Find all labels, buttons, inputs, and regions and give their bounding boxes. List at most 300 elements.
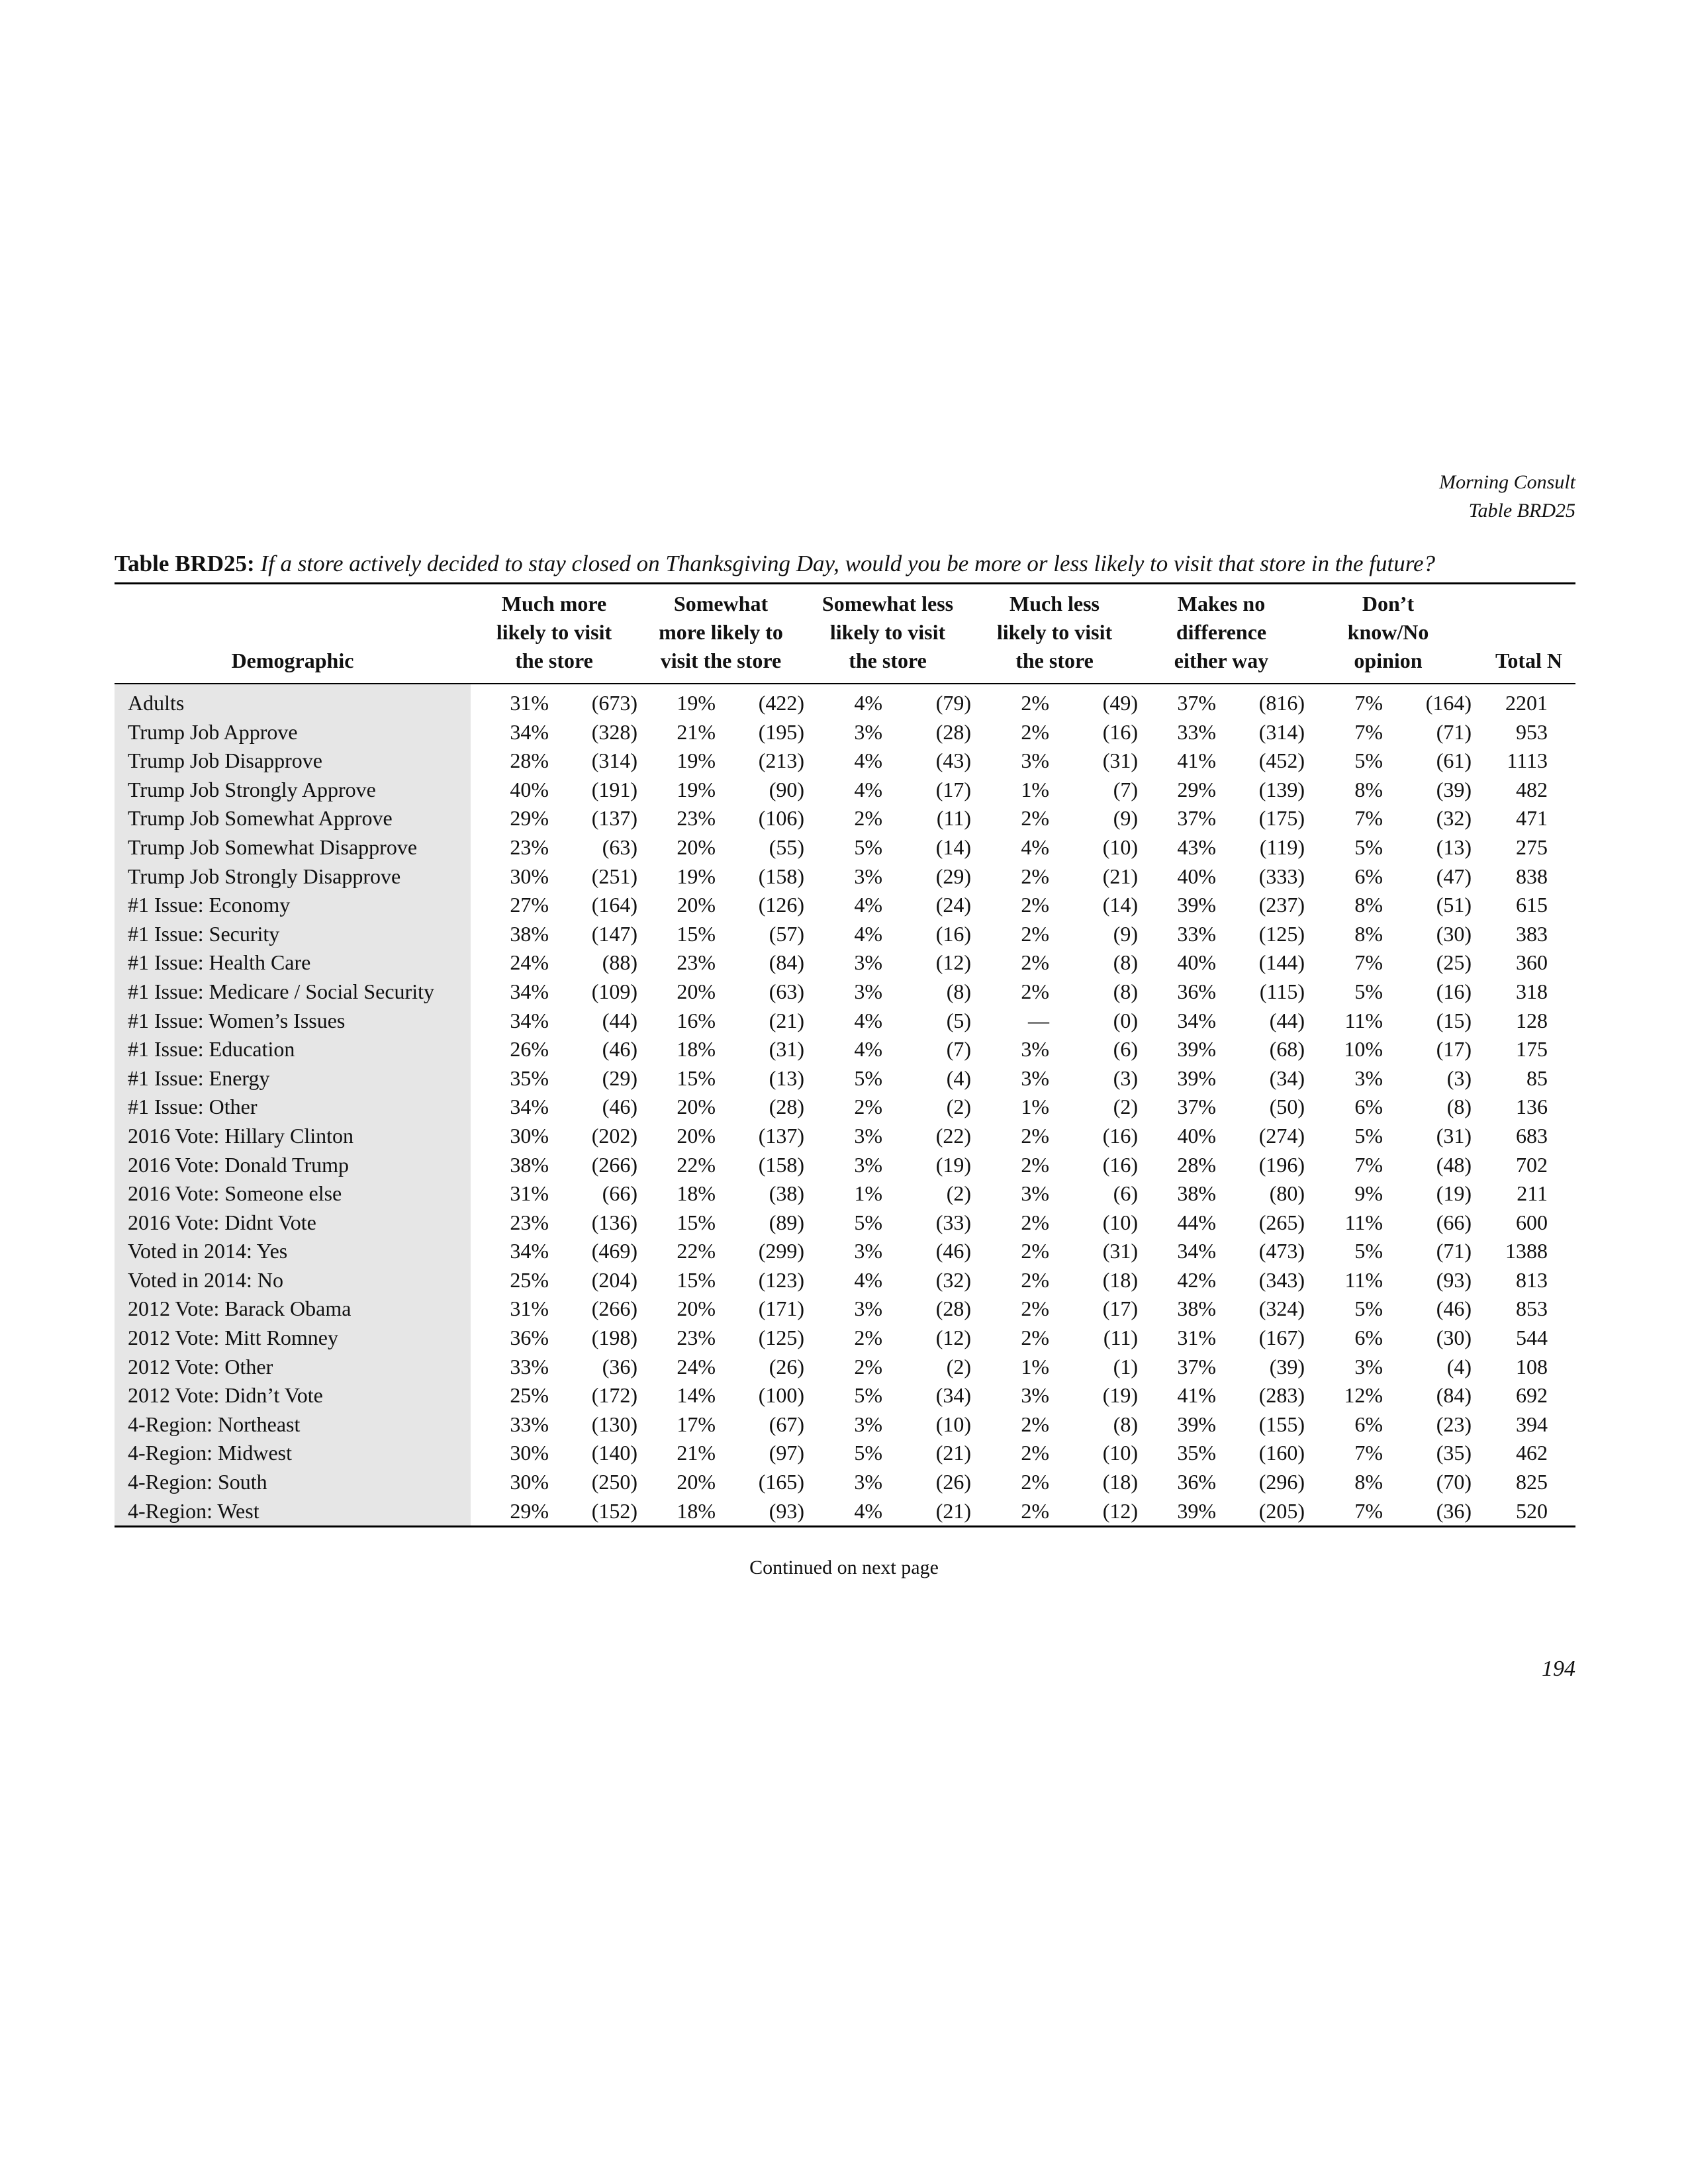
- cell-count: (251): [591, 864, 637, 888]
- cell-count: (68): [1269, 1037, 1305, 1062]
- cell-percent: 31%: [1177, 1326, 1216, 1350]
- cell-total-n: 615: [1516, 893, 1548, 917]
- cell-percent: 3%: [854, 1297, 882, 1321]
- cell-count: (333): [1258, 864, 1305, 888]
- cell-percent: 2%: [1021, 893, 1049, 917]
- cell-percent: 4%: [854, 1498, 882, 1523]
- cell-total-n: 394: [1516, 1412, 1548, 1436]
- cell-count: (23): [1436, 1412, 1472, 1436]
- cell-count: (6): [1113, 1181, 1138, 1206]
- cell-percent: 5%: [1354, 1123, 1383, 1148]
- cell-count: (67): [769, 1412, 804, 1436]
- cell-count: (165): [758, 1470, 804, 1494]
- cell-percent: 6%: [1354, 1095, 1383, 1119]
- cell-percent: 26%: [510, 1037, 549, 1062]
- row-label: 2016 Vote: Someone else: [115, 1179, 471, 1208]
- cell-total-n: 462: [1516, 1441, 1548, 1465]
- cell-count: (33): [935, 1210, 971, 1234]
- table-row: [115, 1179, 1575, 1208]
- cell-percent: 4%: [854, 777, 882, 801]
- cell-percent: 4%: [1021, 835, 1049, 859]
- cell-percent: 33%: [1177, 921, 1216, 946]
- cell-percent: 39%: [1177, 1498, 1216, 1523]
- cell-percent: 18%: [677, 1498, 716, 1523]
- cell-count: (34): [935, 1383, 971, 1408]
- row-label: Trump Job Strongly Disapprove: [115, 862, 471, 891]
- cell-count: (46): [935, 1239, 971, 1263]
- cell-percent: 23%: [510, 835, 549, 859]
- row-label: #1 Issue: Energy: [115, 1064, 471, 1093]
- row-label: Voted in 2014: Yes: [115, 1237, 471, 1266]
- row-label: Trump Job Disapprove: [115, 747, 471, 776]
- results-table: [115, 582, 1575, 1527]
- cell-count: (10): [1102, 1441, 1138, 1465]
- cell-percent: 31%: [510, 1297, 549, 1321]
- cell-percent: 34%: [510, 1008, 549, 1032]
- cell-count: (80): [1269, 1181, 1305, 1206]
- cell-count: (17): [1436, 1037, 1472, 1062]
- cell-count: (19): [1436, 1181, 1472, 1206]
- cell-percent: 34%: [510, 979, 549, 1003]
- table-row: [115, 684, 1575, 718]
- cell-count: (11): [936, 806, 971, 831]
- cell-percent: 44%: [1177, 1210, 1216, 1234]
- table-row: [115, 948, 1575, 978]
- cell-total-n: 2201: [1505, 691, 1548, 715]
- col-header-somewhat-more-likely: Somewhat more likely to visit the store: [637, 584, 804, 684]
- cell-percent: 39%: [1177, 893, 1216, 917]
- cell-percent: 7%: [1354, 719, 1383, 744]
- cell-percent: 20%: [677, 893, 716, 917]
- cell-count: (16): [1102, 719, 1138, 744]
- cell-count: (328): [591, 719, 637, 744]
- cell-percent: 19%: [677, 864, 716, 888]
- cell-percent: 8%: [1354, 777, 1383, 801]
- cell-count: (125): [758, 1326, 804, 1350]
- cell-percent: 24%: [677, 1354, 716, 1379]
- cell-count: (237): [1258, 893, 1305, 917]
- cell-count: (29): [602, 1066, 637, 1090]
- table-row: [115, 1353, 1575, 1382]
- cell-count: (171): [758, 1297, 804, 1321]
- cell-count: (19): [935, 1152, 971, 1177]
- cell-count: (10): [1102, 835, 1138, 859]
- cell-count: (48): [1436, 1152, 1472, 1177]
- table-row: [115, 1208, 1575, 1238]
- row-label: #1 Issue: Security: [115, 920, 471, 949]
- cell-percent: 3%: [1021, 749, 1049, 773]
- cell-count: (8): [1113, 979, 1138, 1003]
- cell-count: (144): [1258, 950, 1305, 975]
- cell-count: (0): [1113, 1008, 1138, 1032]
- cell-percent: 27%: [510, 893, 549, 917]
- cell-count: (19): [1102, 1383, 1138, 1408]
- cell-percent: 7%: [1354, 950, 1383, 975]
- cell-count: (71): [1436, 719, 1472, 744]
- table-row: [115, 747, 1575, 776]
- table-title: [115, 551, 1435, 577]
- cell-count: (119): [1259, 835, 1305, 859]
- cell-percent: 2%: [854, 1326, 882, 1350]
- cell-count: (12): [935, 950, 971, 975]
- cell-count: (2): [946, 1095, 971, 1119]
- cell-total-n: 1113: [1507, 749, 1548, 773]
- cell-percent: 4%: [854, 691, 882, 715]
- cell-percent: 22%: [677, 1239, 716, 1263]
- table-row: [115, 776, 1575, 805]
- cell-count: (31): [1102, 749, 1138, 773]
- cell-percent: 5%: [854, 1383, 882, 1408]
- cell-count: (44): [1269, 1008, 1305, 1032]
- table-row: [115, 1093, 1575, 1122]
- cell-percent: 3%: [854, 719, 882, 744]
- cell-percent: 11%: [1344, 1267, 1383, 1292]
- cell-total-n: 825: [1516, 1470, 1548, 1494]
- cell-count: (51): [1436, 893, 1472, 917]
- cell-count: (158): [758, 864, 804, 888]
- cell-percent: 5%: [1354, 835, 1383, 859]
- cell-percent: 10%: [1344, 1037, 1383, 1062]
- cell-percent: 4%: [854, 1037, 882, 1062]
- cell-count: (299): [758, 1239, 804, 1263]
- cell-count: (10): [1102, 1210, 1138, 1234]
- row-label: Trump Job Somewhat Disapprove: [115, 833, 471, 862]
- cell-percent: 2%: [1021, 1152, 1049, 1177]
- cell-percent: 33%: [510, 1412, 549, 1436]
- cell-percent: 39%: [1177, 1037, 1216, 1062]
- cell-count: (126): [758, 893, 804, 917]
- cell-percent: 33%: [1177, 719, 1216, 744]
- cell-count: (44): [602, 1008, 637, 1032]
- cell-percent: 40%: [1177, 864, 1216, 888]
- cell-percent: 3%: [854, 1152, 882, 1177]
- cell-percent: 40%: [510, 777, 549, 801]
- table-title-label: Table BRD25:: [115, 551, 255, 576]
- cell-count: (14): [1102, 893, 1138, 917]
- cell-count: (25): [1436, 950, 1472, 975]
- row-label: #1 Issue: Education: [115, 1035, 471, 1064]
- cell-count: (32): [935, 1267, 971, 1292]
- cell-percent: 33%: [510, 1354, 549, 1379]
- cell-percent: 5%: [854, 1441, 882, 1465]
- cell-percent: 1%: [1021, 1354, 1049, 1379]
- cell-total-n: 600: [1516, 1210, 1548, 1234]
- cell-percent: 8%: [1354, 1470, 1383, 1494]
- cell-count: (50): [1269, 1095, 1305, 1119]
- cell-count: (16): [1102, 1123, 1138, 1148]
- cell-percent: 5%: [1354, 1297, 1383, 1321]
- cell-percent: 2%: [1021, 691, 1049, 715]
- cell-count: (7): [1113, 777, 1138, 801]
- cell-count: (34): [1269, 1066, 1305, 1090]
- cell-count: (172): [591, 1383, 637, 1408]
- table-row: [115, 1439, 1575, 1468]
- header-table-id: Table BRD25: [1468, 500, 1575, 522]
- cell-percent: 5%: [854, 835, 882, 859]
- cell-count: (160): [1258, 1441, 1305, 1465]
- table-row: [115, 804, 1575, 833]
- cell-percent: 12%: [1344, 1383, 1383, 1408]
- cell-percent: 2%: [1021, 1297, 1049, 1321]
- cell-percent: 3%: [854, 864, 882, 888]
- row-label: 4-Region: South: [115, 1468, 471, 1497]
- cell-count: (14): [935, 835, 971, 859]
- cell-percent: 2%: [1021, 1326, 1049, 1350]
- cell-percent: 2%: [1021, 719, 1049, 744]
- cell-count: (93): [1436, 1267, 1472, 1292]
- cell-count: (164): [591, 893, 637, 917]
- cell-count: (198): [591, 1326, 637, 1350]
- cell-count: (265): [1258, 1210, 1305, 1234]
- cell-count: (147): [591, 921, 637, 946]
- cell-count: (250): [591, 1470, 637, 1494]
- cell-percent: 5%: [1354, 749, 1383, 773]
- cell-percent: 2%: [1021, 1267, 1049, 1292]
- cell-count: (115): [1259, 979, 1305, 1003]
- cell-percent: 1%: [1021, 777, 1049, 801]
- cell-percent: 2%: [1021, 979, 1049, 1003]
- cell-percent: 4%: [854, 1008, 882, 1032]
- cell-count: (31): [1436, 1123, 1472, 1148]
- cell-count: (314): [591, 749, 637, 773]
- cell-percent: 7%: [1354, 1498, 1383, 1523]
- row-label: 4-Region: Midwest: [115, 1439, 471, 1468]
- cell-count: (3): [1446, 1066, 1472, 1090]
- col-header-total-n: Total N: [1472, 584, 1575, 684]
- cell-percent: 16%: [677, 1008, 716, 1032]
- cell-total-n: 360: [1516, 950, 1548, 975]
- cell-count: (16): [935, 921, 971, 946]
- table-row: [115, 1064, 1575, 1093]
- cell-count: (314): [1258, 719, 1305, 744]
- cell-percent: 15%: [677, 1210, 716, 1234]
- cell-percent: 36%: [1177, 1470, 1216, 1494]
- cell-total-n: 838: [1516, 864, 1548, 888]
- cell-count: (26): [769, 1354, 804, 1379]
- cell-count: (13): [769, 1066, 804, 1090]
- cell-count: (204): [591, 1267, 637, 1292]
- cell-percent: 43%: [1177, 835, 1216, 859]
- cell-total-n: 275: [1516, 835, 1548, 859]
- cell-count: (213): [758, 749, 804, 773]
- row-label: Trump Job Strongly Approve: [115, 776, 471, 805]
- cell-count: (7): [946, 1037, 971, 1062]
- cell-percent: 2%: [1021, 921, 1049, 946]
- cell-percent: 11%: [1344, 1008, 1383, 1032]
- cell-percent: 6%: [1354, 864, 1383, 888]
- cell-percent: 5%: [854, 1066, 882, 1090]
- cell-count: (202): [591, 1123, 637, 1148]
- cell-count: (5): [946, 1008, 971, 1032]
- cell-percent: 11%: [1344, 1210, 1383, 1234]
- cell-count: (9): [1113, 921, 1138, 946]
- cell-count: (90): [769, 777, 804, 801]
- cell-total-n: 136: [1516, 1095, 1548, 1119]
- cell-count: (123): [758, 1267, 804, 1292]
- table-row: [115, 1266, 1575, 1295]
- cell-percent: 8%: [1354, 921, 1383, 946]
- cell-total-n: 175: [1516, 1037, 1548, 1062]
- cell-count: (155): [1258, 1412, 1305, 1436]
- cell-percent: 2%: [854, 806, 882, 831]
- cell-percent: 3%: [854, 1123, 882, 1148]
- cell-count: (137): [591, 806, 637, 831]
- cell-count: (10): [935, 1412, 971, 1436]
- cell-count: (296): [1258, 1470, 1305, 1494]
- cell-count: (79): [935, 691, 971, 715]
- cell-percent: 37%: [1177, 1095, 1216, 1119]
- cell-percent: 34%: [510, 719, 549, 744]
- cell-count: (71): [1436, 1239, 1472, 1263]
- row-label: #1 Issue: Economy: [115, 891, 471, 920]
- cell-count: (18): [1102, 1267, 1138, 1292]
- table-row: [115, 1324, 1575, 1353]
- cell-count: (57): [769, 921, 804, 946]
- cell-percent: 28%: [1177, 1152, 1216, 1177]
- cell-count: (30): [1436, 1326, 1472, 1350]
- cell-percent: 42%: [1177, 1267, 1216, 1292]
- cell-count: (673): [591, 691, 637, 715]
- cell-count: (12): [935, 1326, 971, 1350]
- cell-count: (46): [602, 1037, 637, 1062]
- cell-percent: 6%: [1354, 1412, 1383, 1436]
- table-row: [115, 891, 1575, 920]
- cell-percent: 2%: [1021, 1470, 1049, 1494]
- cell-percent: 3%: [1021, 1383, 1049, 1408]
- cell-percent: 18%: [677, 1181, 716, 1206]
- cell-percent: 38%: [1177, 1297, 1216, 1321]
- cell-percent: 4%: [854, 893, 882, 917]
- cell-percent: 3%: [854, 1239, 882, 1263]
- cell-count: (11): [1103, 1326, 1138, 1350]
- cell-percent: 37%: [1177, 1354, 1216, 1379]
- cell-percent: 21%: [677, 1441, 716, 1465]
- cell-percent: 20%: [677, 835, 716, 859]
- cell-count: (6): [1113, 1037, 1138, 1062]
- cell-percent: 3%: [1354, 1354, 1383, 1379]
- cell-count: (452): [1258, 749, 1305, 773]
- cell-percent: 2%: [1021, 806, 1049, 831]
- cell-percent: 3%: [854, 1412, 882, 1436]
- cell-count: (21): [935, 1498, 971, 1523]
- cell-percent: 20%: [677, 1095, 716, 1119]
- cell-count: (70): [1436, 1470, 1472, 1494]
- cell-total-n: 383: [1516, 921, 1548, 946]
- cell-percent: 35%: [1177, 1441, 1216, 1465]
- row-label: #1 Issue: Other: [115, 1093, 471, 1122]
- cell-percent: 19%: [677, 691, 716, 715]
- cell-total-n: 128: [1516, 1008, 1548, 1032]
- cell-percent: 40%: [1177, 1123, 1216, 1148]
- cell-percent: 2%: [1021, 1210, 1049, 1234]
- table-row: [115, 978, 1575, 1007]
- cell-percent: 2%: [1021, 1441, 1049, 1465]
- cell-count: (164): [1425, 691, 1472, 715]
- cell-count: (28): [935, 1297, 971, 1321]
- cell-count: (106): [758, 806, 804, 831]
- cell-percent: 38%: [510, 1152, 549, 1177]
- cell-count: (469): [591, 1239, 637, 1263]
- col-header-somewhat-less-likely: Somewhat less likely to visit the store: [804, 584, 971, 684]
- cell-count: (61): [1436, 749, 1472, 773]
- row-label: 2012 Vote: Didn’t Vote: [115, 1381, 471, 1410]
- cell-count: (38): [769, 1181, 804, 1206]
- row-label: Voted in 2014: No: [115, 1266, 471, 1295]
- table-row: [115, 1035, 1575, 1064]
- cell-count: (21): [769, 1008, 804, 1032]
- row-label: 2016 Vote: Didnt Vote: [115, 1208, 471, 1238]
- cell-count: (55): [769, 835, 804, 859]
- cell-count: (29): [935, 864, 971, 888]
- cell-count: (3): [1113, 1066, 1138, 1090]
- cell-count: (17): [935, 777, 971, 801]
- row-label: 4-Region: Northeast: [115, 1410, 471, 1439]
- cell-percent: —: [1028, 1008, 1049, 1032]
- row-label: #1 Issue: Health Care: [115, 948, 471, 978]
- cell-count: (196): [1258, 1152, 1305, 1177]
- cell-count: (473): [1258, 1239, 1305, 1263]
- table-row: [115, 1381, 1575, 1410]
- cell-percent: 38%: [510, 921, 549, 946]
- cell-count: (16): [1436, 979, 1472, 1003]
- cell-count: (18): [1102, 1470, 1138, 1494]
- cell-count: (93): [769, 1498, 804, 1523]
- cell-count: (15): [1436, 1008, 1472, 1032]
- row-label: #1 Issue: Women’s Issues: [115, 1007, 471, 1036]
- cell-total-n: 520: [1516, 1498, 1548, 1523]
- cell-percent: 15%: [677, 1066, 716, 1090]
- cell-total-n: 544: [1516, 1326, 1548, 1350]
- page-number: 194: [1542, 1657, 1575, 1681]
- cell-percent: 22%: [677, 1152, 716, 1177]
- cell-count: (158): [758, 1152, 804, 1177]
- cell-percent: 21%: [677, 719, 716, 744]
- table-row: [115, 833, 1575, 862]
- cell-percent: 9%: [1354, 1181, 1383, 1206]
- cell-count: (139): [1258, 777, 1305, 801]
- cell-percent: 19%: [677, 777, 716, 801]
- cell-total-n: 692: [1516, 1383, 1548, 1408]
- cell-total-n: 702: [1516, 1152, 1548, 1177]
- table-row: [115, 1237, 1575, 1266]
- cell-percent: 3%: [854, 979, 882, 1003]
- cell-count: (2): [1113, 1095, 1138, 1119]
- cell-count: (140): [591, 1441, 637, 1465]
- cell-count: (49): [1102, 691, 1138, 715]
- cell-count: (266): [591, 1152, 637, 1177]
- table-row: [115, 1122, 1575, 1151]
- cell-count: (8): [1113, 950, 1138, 975]
- cell-count: (2): [946, 1181, 971, 1206]
- cell-count: (24): [935, 893, 971, 917]
- cell-count: (66): [1436, 1210, 1472, 1234]
- cell-count: (26): [935, 1470, 971, 1494]
- cell-total-n: 813: [1516, 1267, 1548, 1292]
- cell-percent: 20%: [677, 1470, 716, 1494]
- cell-percent: 23%: [510, 1210, 549, 1234]
- cell-count: (4): [1446, 1354, 1472, 1379]
- cell-percent: 36%: [1177, 979, 1216, 1003]
- cell-count: (324): [1258, 1297, 1305, 1321]
- row-label: 4-Region: West: [115, 1497, 471, 1527]
- cell-percent: 39%: [1177, 1066, 1216, 1090]
- cell-percent: 1%: [854, 1181, 882, 1206]
- row-label: #1 Issue: Medicare / Social Security: [115, 978, 471, 1007]
- table-row: [115, 862, 1575, 891]
- table-header-row: [115, 584, 1575, 684]
- cell-count: (84): [1436, 1383, 1472, 1408]
- table-row: [115, 718, 1575, 747]
